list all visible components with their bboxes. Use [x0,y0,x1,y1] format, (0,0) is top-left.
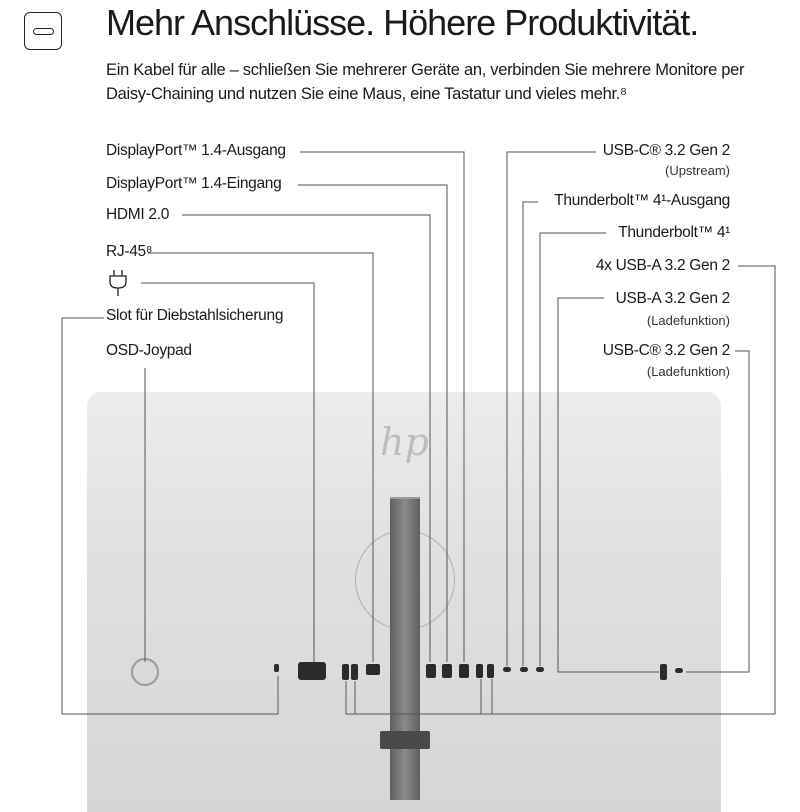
label-hdmi: HDMI 2.0 [106,206,170,223]
label-thunderbolt-out: Thunderbolt™ 4¹-Ausgang [554,192,730,209]
label-thunderbolt: Thunderbolt™ 4¹ [618,224,730,241]
page-title: Mehr Anschlüsse. Höhere Produktivität. [106,2,699,43]
label-dp-out: DisplayPort™ 1.4-Ausgang [106,142,286,159]
label-usbc-charge-sub: (Ladefunktion) [646,364,730,379]
label-lock-slot: Slot für Diebstahlsicherung [106,307,284,324]
label-usba-4x: 4x USB-A 3.2 Gen 2 [595,257,730,274]
label-rj45: RJ-45⁸ [106,243,153,260]
label-dp-in: DisplayPort™ 1.4-Eingang [106,175,282,192]
page-subtitle: Ein Kabel für alle – schließen Sie mehrerer Geräte an, verbinden Sie mehrere Monitore per Daisy-Chaining und nutzen Sie eine Maus, eine Tastatur und vieles mehr.⁸ [106,61,745,103]
label-usba-charge: USB-A 3.2 Gen 2 [615,290,730,307]
power-plug-icon [107,268,131,298]
hp-logo-icon: hp [380,420,429,464]
label-osd-joypad: OSD-Joypad [106,342,192,359]
label-usbc-charge: USB-C® 3.2 Gen 2 [602,342,730,359]
label-usbc-upstream-sub: (Upstream) [664,163,730,178]
label-usbc-upstream: USB-C® 3.2 Gen 2 [602,142,730,159]
label-usba-charge-sub: (Ladefunktion) [646,313,730,328]
